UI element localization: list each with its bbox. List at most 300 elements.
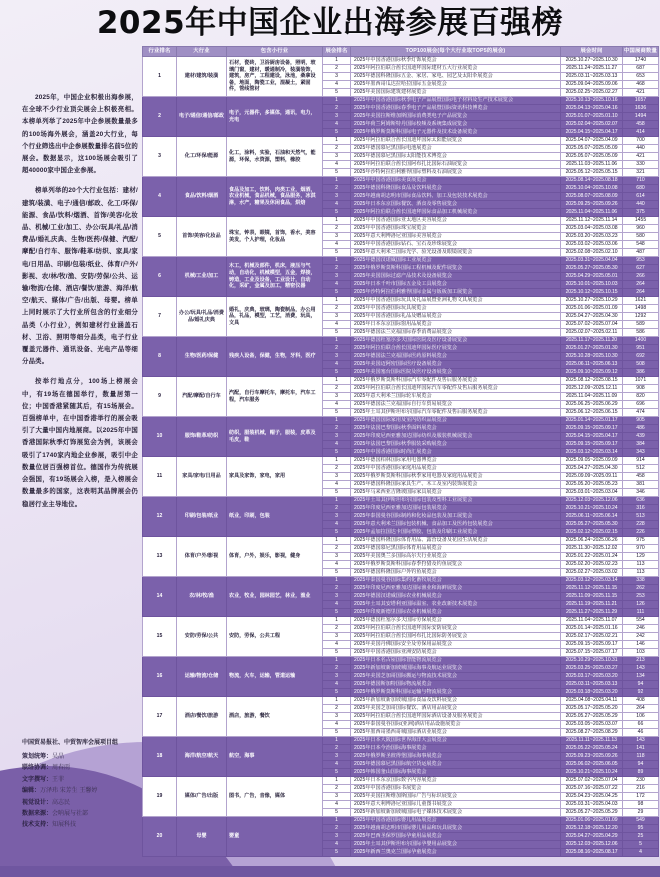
industry-rank-cell: 8 (143, 337, 177, 377)
expo-name-cell: 2025年中国香港国际时尚汇展览会 (351, 449, 561, 457)
expo-date-cell: 2025.08.16~2025.08.17 (561, 849, 623, 857)
expo-date-cell: 2025.01.14~2025.01.16 (561, 625, 623, 633)
expo-name-cell: 2025年阿拉伯联合酋长国阿布扎比国际防务展览会 (351, 633, 561, 641)
expo-rank-cell: 3 (323, 633, 351, 641)
sub-industry-cell: 图书，广告，音像，媒体 (227, 777, 323, 817)
credits-block (22, 738, 146, 832)
expo-rank-cell: 5 (323, 329, 351, 337)
expo-rank-cell: 4 (323, 361, 351, 369)
expo-count-cell: 421 (623, 153, 659, 161)
expo-date-cell: 2025.04.27~2025.04.30 (561, 313, 623, 321)
credit-label: 联络协调： (22, 765, 53, 772)
expo-name-cell: 2025年日本东京国际数字内容展览会 (351, 777, 561, 785)
expo-rank-cell: 1 (323, 697, 351, 705)
expo-date-cell: 2025.10.13~2025.10.16 (561, 97, 623, 105)
expo-date-cell: 2025.07.15~2025.07.17 (561, 649, 623, 657)
expo-name-cell: 2025年阿拉伯联合酋长国迪拜国际食品加工机械展览会 (351, 209, 561, 217)
expo-count-cell: 1621 (623, 297, 659, 305)
expo-count-cell: 614 (623, 193, 659, 201)
expo-rank-cell: 2 (323, 145, 351, 153)
article-paragraph: 2025年，中国企业积极出海参展，在全球不少行业顶尖展会上积极亮相。本榜单列举了2025年中企参展数量最多的100场海外展会，涵盖20大行业，每个行业筛选出中企参展数量排名前5位的展会。数据显示，这100场展会吸引了超40000家中国企业参展。 (22, 94, 138, 175)
expo-count-cell: 216 (623, 785, 659, 793)
expo-date-cell: 2025.01.27~2025.01.30 (561, 345, 623, 353)
expo-name-cell: 2025年美国迈阿密国际医疗设备展览会 (351, 361, 561, 369)
industry-name-cell: 办公/玩具/礼品/消费品/婚礼庆典 (177, 297, 227, 337)
expo-rank-cell: 1 (323, 337, 351, 345)
expo-count-cell: 230 (623, 777, 659, 785)
expo-rank-cell: 4 (323, 401, 351, 409)
expo-count-cell: 696 (623, 401, 659, 409)
expo-date-cell: 2025.03.01~2025.03.04 (561, 489, 623, 497)
expo-count-cell: 1740 (623, 57, 659, 65)
expo-count-cell: 589 (623, 321, 659, 329)
expo-count-cell: 338 (623, 577, 659, 585)
expo-rank-cell: 2 (323, 585, 351, 593)
expo-name-cell: 2025年美国国际建筑建材展览会 (351, 89, 561, 97)
expo-name-cell: 2025年法国巴黎国际秋季面料展览会 (351, 425, 561, 433)
expo-name-cell: 2025年韩国釜山国际海事展览会 (351, 769, 561, 777)
expo-rank-cell: 3 (323, 513, 351, 521)
expo-rank-cell: 5 (323, 369, 351, 377)
expo-count-cell: 1636 (623, 105, 659, 113)
expo-rank-cell: 5 (323, 89, 351, 97)
expo-name-cell: 2025年新加坡新加坡城国际电子媒体技术展览会 (351, 809, 561, 817)
expo-count-cell: 1400 (623, 337, 659, 345)
expo-date-cell: 2025.05.07~2025.05.09 (561, 153, 623, 161)
industry-rank-cell: 16 (143, 657, 177, 697)
expo-rank-cell: 3 (323, 113, 351, 121)
expo-date-cell: 2025.10.27~2025.10.29 (561, 297, 623, 305)
table-row (143, 177, 659, 185)
table-row (143, 257, 659, 265)
expo-rank-cell: 4 (323, 241, 351, 249)
expo-date-cell: 2025.02.08~2025.02.10 (561, 249, 623, 257)
expo-date-cell: 2025.04.27~2025.04.29 (561, 833, 623, 841)
expo-count-cell: 1071 (623, 377, 659, 385)
expo-date-cell: 2025.10.29~2025.10.31 (561, 657, 623, 665)
expo-count-cell: 439 (623, 433, 659, 441)
expo-name-cell: 2025年日本大阪国际世界海洋大会展览会 (351, 737, 561, 745)
expo-name-cell: 2025年美国国际过滤产品技术及设备展览会 (351, 273, 561, 281)
expo-date-cell: 2025.03.31~2025.04.04 (561, 257, 623, 265)
expo-count-cell: 5 (623, 841, 659, 849)
industry-name-cell: 服饰/鞋革/纺织 (177, 417, 227, 457)
expo-date-cell: 2025.03.31~2025.04.03 (561, 801, 623, 809)
expo-count-cell: 381 (623, 481, 659, 489)
expo-name-cell: 2025年德国汉诺威国际工业展览会 (351, 257, 561, 265)
expo-count-cell: 242 (623, 633, 659, 641)
industry-rank-cell: 1 (143, 57, 177, 97)
expo-name-cell: 2025年意大利米兰国际光学、验光设备及眼镜展览会 (351, 249, 561, 257)
expo-date-cell: 2025.05.17~2025.05.20 (561, 705, 623, 713)
credits-rows (22, 752, 146, 832)
expo-rank-cell: 3 (323, 313, 351, 321)
expo-rank-cell: 3 (323, 793, 351, 801)
expo-rank-cell: 3 (323, 233, 351, 241)
expo-count-cell: 970 (623, 545, 659, 553)
expo-count-cell: 458 (623, 121, 659, 129)
expo-name-cell: 2025年土耳其安塔利亚国际温室、农业改新技术展览会 (351, 601, 561, 609)
expo-date-cell: 2025.01.14~2025.01.17 (561, 417, 623, 425)
expo-rank-cell: 5 (323, 729, 351, 737)
expo-name-cell: 2025年中国香港国际玩具及礼品展暨亚洲礼物文具展览会 (351, 297, 561, 305)
industry-name-cell: 生物/医药/保健 (177, 337, 227, 377)
expo-name-cell: 2025年美国芝加哥国际餐饮、酒店用品展览会 (351, 705, 561, 713)
expo-name-cell: 2025年德国科隆国际家具生产、木工及室内装饰展览会 (351, 481, 561, 489)
expo-rank-cell: 3 (323, 753, 351, 761)
expo-name-cell: 2025年美国塞台国际医院及医疗设备展览会 (351, 369, 561, 377)
expo-count-cell: 126 (623, 601, 659, 609)
expo-date-cell: 2025.07.16~2025.07.22 (561, 785, 623, 793)
expo-name-cell: 2025年日本千叶市国际五金及工具展览会 (351, 281, 561, 289)
sub-industry-cell: 家具及家饰，家电，家用 (227, 457, 323, 497)
expo-rank-cell: 1 (323, 417, 351, 425)
expo-count-cell: 92 (623, 689, 659, 697)
expo-date-cell: 2025.12.03~2025.12.06 (561, 497, 623, 505)
expo-count-cell: 4 (623, 849, 659, 857)
credit-value: 会呐展与社部 (52, 811, 89, 818)
expo-rank-cell: 2 (323, 65, 351, 73)
industry-name-cell: 酒店/餐饮/旅游 (177, 697, 227, 737)
credit-label: 数据来源： (22, 811, 53, 818)
expo-name-cell: 2025年德国慕尼黑国际体育用品展览会 (351, 545, 561, 553)
sub-industry-cell: 体育，户外，娱乐，影视，健身 (227, 537, 323, 577)
expo-date-cell: 2025.06.24~2025.06.26 (561, 537, 623, 545)
table-header-cell: 中国展商数量 (623, 47, 659, 57)
expo-rank-cell: 1 (323, 97, 351, 105)
expo-rank-cell: 2 (323, 745, 351, 753)
table-row (143, 217, 659, 225)
expo-name-cell: 2025年美国丹佛国际安全及劳保用品展览会 (351, 641, 561, 649)
expo-date-cell: 2025.04.27~2025.04.30 (561, 465, 623, 473)
expo-rank-cell: 5 (323, 209, 351, 217)
expo-date-cell: 2025.11.09~2025.11.15 (561, 593, 623, 601)
industry-name-cell: 运输/物流/仓储 (177, 657, 227, 697)
expo-count-cell: 414 (623, 129, 659, 137)
expo-name-cell: 2025年中国香港国际玩具展览会 (351, 305, 561, 313)
sub-industry-cell: 纺织，服装机械，帽子，服装，皮革及毛皮，鞋 (227, 417, 323, 457)
expo-count-cell: 172 (623, 793, 659, 801)
expo-rank-cell: 4 (323, 841, 351, 849)
expo-date-cell: 2025.05.22~2025.05.24 (561, 745, 623, 753)
expo-count-cell: 408 (623, 697, 659, 705)
expo-rank-cell: 2 (323, 785, 351, 793)
expo-count-cell: 25 (623, 833, 659, 841)
expo-name-cell: 2025年马来西亚吉隆坡国际家具展览会 (351, 489, 561, 497)
expo-date-cell: 2025.09.05~2025.09.09 (561, 457, 623, 465)
expo-rank-cell: 4 (323, 121, 351, 129)
industry-name-cell: 食品/饮料/烟酒 (177, 177, 227, 217)
expo-name-cell: 2025年德国国际家用及室内纺织品展览会 (351, 417, 561, 425)
industry-name-cell: 首饰/美容/化妆品 (177, 217, 227, 257)
industry-rank-cell: 18 (143, 737, 177, 777)
table-row (143, 817, 659, 825)
expo-count-cell: 346 (623, 489, 659, 497)
sub-industry-cell: 电子，元器件，多媒体，通讯，电力，光电 (227, 97, 323, 137)
expo-count-cell: 440 (623, 145, 659, 153)
expo-date-cell: 2025.11.04~2025.11.06 (561, 209, 623, 217)
expo-rank-cell: 5 (323, 529, 351, 537)
expo-count-cell: 89 (623, 769, 659, 777)
table-row (143, 657, 659, 665)
sub-industry-cell: 石材，瓷砖，卫浴厨房设备，照明，玻璃门窗，建材，暖通制冷，装潢装饰，建筑，房产，工程建设，泳池，桑拿设备，地面，陶瓷工业，混凝土，紧固件，管线管材 (227, 57, 323, 97)
expo-name-cell: 2025年墨西哥墨西哥城国际酒店业展览会 (351, 729, 561, 737)
expo-count-cell: 386 (623, 369, 659, 377)
table-header-cell: 展会时间 (561, 47, 623, 57)
expo-rank-cell: 2 (323, 545, 351, 553)
credit-label: 视觉设计： (22, 799, 53, 806)
industry-rank-cell: 3 (143, 137, 177, 177)
expo-date-cell: 2025.02.12~2025.02.15 (561, 529, 623, 537)
expo-name-cell: 2025年美国拉斯维加斯国际广告与标识展览会 (351, 793, 561, 801)
table-row (143, 337, 659, 345)
expo-date-cell: 2025.02.20~2025.02.23 (561, 561, 623, 569)
credit-label: 文字撰写： (22, 776, 53, 783)
expo-count-cell: 95 (623, 825, 659, 833)
expo-date-cell: 2025.08.12~2025.08.15 (561, 377, 623, 385)
expo-name-cell: 2025年德国科隆国际体育用品、露营设备及花园生活展览会 (351, 537, 561, 545)
expo-date-cell: 2025.03.12~2025.03.14 (561, 449, 623, 457)
expo-name-cell: 2025年俄罗斯莫斯科国际工程机械及配件展览会 (351, 265, 561, 273)
expo-date-cell: 2025.11.24~2025.11.27 (561, 65, 623, 73)
expo-rank-cell: 2 (323, 225, 351, 233)
expo-rank-cell: 4 (323, 441, 351, 449)
expo-date-cell: 2025.02.07~2025.02.11 (561, 329, 623, 337)
expo-date-cell: 2025.11.30~2025.12.02 (561, 545, 623, 553)
expo-name-cell: 2025年印度尼西亚雅加达国际包装展览会 (351, 505, 561, 513)
expo-name-cell: 2025年土耳其伊斯坦布尔国际孕婴用品展览会 (351, 841, 561, 849)
table-header-cell: 大行业 (177, 47, 227, 57)
sub-industry-cell: 婚礼，庆典，玻璃，陶瓷制品，办公用品，礼品，模型，工艺，消费，玩具，文具 (227, 297, 323, 337)
expo-name-cell: 2025年新西兰奥克兰国际孕童展览会 (351, 849, 561, 857)
expo-name-cell: 2025年中国香港国际书展览会 (351, 785, 561, 793)
expo-date-cell: 2025.06.25~2025.06.29 (561, 401, 623, 409)
expo-name-cell: 2025年阿拉伯联合酋长国阿布扎比国际石油展览会 (351, 161, 561, 169)
industry-name-cell: 印刷/包装/纸业 (177, 497, 227, 537)
expo-name-cell: 2025年德国慕尼黑国际电池展览会 (351, 145, 561, 153)
industry-name-cell: 海洋/航空/航天 (177, 737, 227, 777)
expo-date-cell: 2025.03.04~2025.03.08 (561, 225, 623, 233)
expo-date-cell: 2025.05.27~2025.05.29 (561, 809, 623, 817)
expo-date-cell: 2025.03.20~2025.03.23 (561, 233, 623, 241)
expo-name-cell: 2025年中国香港国际美食展览会 (351, 177, 561, 185)
expo-rank-cell: 3 (323, 353, 351, 361)
expo-count-cell: 512 (623, 465, 659, 473)
industry-rank-cell: 19 (143, 777, 177, 817)
expo-rank-cell: 4 (323, 81, 351, 89)
expo-count-cell: 458 (623, 473, 659, 481)
expo-date-cell: 2025.03.11~2025.03.13 (561, 73, 623, 81)
expo-rank-cell: 2 (323, 705, 351, 713)
expo-date-cell: 2025.11.04~2025.11.09 (561, 393, 623, 401)
expo-count-cell: 330 (623, 161, 659, 169)
ranking-table (142, 46, 659, 857)
expo-date-cell: 2025.11.11~2025.11.13 (561, 737, 623, 745)
table-row (143, 297, 659, 305)
expo-count-cell: 146 (623, 641, 659, 649)
expo-rank-cell: 2 (323, 465, 351, 473)
article-paragraph: 按举行地点分，100场上榜展会中，有19场在德国举行，数量居第一位；中国香港紧随其后，有15场展会。百强榜单中，在中国香港举行的展会吸引了大量中国内地展商。以2025年中国香港国际秋季灯饰展览会为例，该展会吸引了1740家内地企业参展，吸引中企数量位居百强榜首位。德国作为传统展会强国，有19场展会入榜，是入榜展会数量最多的国家，这表明其品牌展会仍稳居行业主导地位。 (22, 378, 138, 508)
industry-rank-cell: 20 (143, 817, 177, 857)
credit-row (22, 775, 146, 786)
expo-name-cell: 2025年泰国曼谷国际(亚洲)酒店用品设施展览会 (351, 721, 561, 729)
expo-rank-cell: 5 (323, 649, 351, 657)
poster-title-container (0, 2, 660, 44)
sub-industry-cell: 物流，火车，运输，管道运输 (227, 657, 323, 697)
expo-name-cell: 2025年中国香港国际珠宝展览会 (351, 225, 561, 233)
article-paragraph: 榜单列举的20个大行业包括：建材/建筑/装潢、电子/通信/邮政、化工/环保/能源、食品/饮料/烟酒、首饰/美容/化妆品、机械/工业/加工、办公/玩具/礼品/消费品/婚礼庆典、生物/医药/保健、汽配/摩配/自行车、服饰/鞋革/纺织、家具/家电/日用品、印刷/包装/纸业、体育/户外/影视、农/林/牧/渔、安防/劳保/公共、运输/物流/仓储、酒店/餐饮/旅游、海洋/航空/航天、媒体/广告/出版、母婴。榜单上同时展示了大行业所包含的行业细分品类（小行业），例如建材行业涵盖石材、卫浴、照明等细分品类，电子行业覆盖元器件、通讯设备、光电产品等细分品类。 (22, 187, 138, 366)
expo-rank-cell: 3 (323, 593, 351, 601)
expo-rank-cell: 1 (323, 577, 351, 585)
expo-count-cell: 111 (623, 609, 659, 617)
expo-rank-cell: 4 (323, 161, 351, 169)
expo-count-cell: 1657 (623, 97, 659, 105)
table-row (143, 417, 659, 425)
expo-name-cell: 2025年印度尼西亚雅加达国际纺织及服装机械展览会 (351, 433, 561, 441)
expo-rank-cell: 3 (323, 833, 351, 841)
expo-date-cell: 2025.10.04~2025.10.08 (561, 185, 623, 193)
sub-industry-cell: 农业，牧业，园林园艺，林业，渔业 (227, 577, 323, 617)
expo-count-cell: 680 (623, 185, 659, 193)
industry-rank-cell: 4 (143, 177, 177, 217)
table-header-cell: 行业排名 (143, 47, 177, 57)
expo-count-cell: 908 (623, 385, 659, 393)
sub-industry-cell: 婴童 (227, 817, 323, 857)
expo-rank-cell: 2 (323, 825, 351, 833)
credit-value: 万泽玮 宋芳生 王馨婷 (40, 788, 98, 795)
expo-count-cell: 905 (623, 417, 659, 425)
expo-rank-cell: 1 (323, 657, 351, 665)
expo-name-cell: 2025年巴西圣保罗国际孕童用品展览会 (351, 833, 561, 841)
expo-rank-cell: 4 (323, 761, 351, 769)
expo-name-cell: 2025年土耳其伊斯坦布尔国际汽车零配件及售后服务展览会 (351, 409, 561, 417)
expo-count-cell: 113 (623, 561, 659, 569)
expo-rank-cell: 5 (323, 689, 351, 697)
expo-date-cell: 2025.10.12~2025.10.15 (561, 289, 623, 297)
expo-date-cell: 2025.12.09~2025.12.11 (561, 385, 623, 393)
expo-date-cell: 2025.11.03~2025.11.06 (561, 161, 623, 169)
expo-count-cell: 253 (623, 593, 659, 601)
table-row (143, 137, 659, 145)
expo-date-cell: 2025.07.02~2025.07.04 (561, 777, 623, 785)
table-body (143, 57, 659, 857)
expo-name-cell: 2025年德国法兰克福国际医药原料展览会 (351, 353, 561, 361)
expo-rank-cell: 1 (323, 817, 351, 825)
expo-name-cell: 2025年意大利米兰国际包装机械、食品加工及医药包装展览会 (351, 521, 561, 529)
table-row (143, 457, 659, 465)
expo-count-cell: 1494 (623, 113, 659, 121)
expo-count-cell: 264 (623, 289, 659, 297)
expo-date-cell: 2025.05.07~2025.05.09 (561, 145, 623, 153)
expo-count-cell: 508 (623, 361, 659, 369)
expo-count-cell: 29 (623, 809, 659, 817)
expo-date-cell: 2025.09.15~2025.09.17 (561, 441, 623, 449)
industry-name-cell: 汽配/摩配/自行车 (177, 377, 227, 417)
expo-date-cell: 2025.02.25~2025.02.27 (561, 89, 623, 97)
expo-date-cell: 2025.10.27~2025.10.30 (561, 57, 623, 65)
expo-name-cell: 2025年中国香港国际春季电子产品展暨国际资讯科技博览会 (351, 105, 561, 113)
expo-date-cell: 2025.05.27~2025.05.30 (561, 265, 623, 273)
expo-date-cell: 2025.07.02~2025.07.04 (561, 321, 623, 329)
expo-count-cell: 266 (623, 273, 659, 281)
expo-name-cell: 2025年中国香港国际亚太地区美容展览会 (351, 217, 561, 225)
table-header-cell: 展会排名 (323, 47, 351, 57)
sub-industry-cell: 酒店，旅游，餐饮 (227, 697, 323, 737)
expo-rank-cell: 4 (323, 521, 351, 529)
expo-name-cell: 2025年德国法兰克福国际自行车贸易展览会 (351, 401, 561, 409)
expo-rank-cell: 5 (323, 409, 351, 417)
expo-rank-cell: 3 (323, 433, 351, 441)
credit-label: 技术支持： (22, 822, 53, 829)
table-row (143, 697, 659, 705)
expo-date-cell: 2025.03.25~2025.03.27 (561, 665, 623, 673)
expo-name-cell: 2025年泰国曼谷国际制药和化妆品包装及加工展览会 (351, 513, 561, 521)
industry-rank-cell: 17 (143, 697, 177, 737)
expo-name-cell: 2025年中国香港国际家庭用品展览会 (351, 465, 561, 473)
expo-rank-cell: 3 (323, 153, 351, 161)
sub-industry-cell: 食品及加工，饮料，肉类工业，烟酒，农业机械，食品机械，食品服务，冰淇淋，水产，糖果及休闲食品，烘焙 (227, 177, 323, 217)
expo-date-cell: 2025.09.25~2025.09.26 (561, 201, 623, 209)
expo-rank-cell: 5 (323, 809, 351, 817)
expo-count-cell: 700 (623, 137, 659, 145)
credit-value: 王菲 (52, 776, 65, 783)
expo-name-cell: 2025年孟加拉国达卡国际塑胶、包装及印刷工业展览会 (351, 529, 561, 537)
expo-count-cell: 1292 (623, 313, 659, 321)
expo-name-cell: 2025年越南胡志明市国际食品饮料、加工及包装技术展览会 (351, 193, 561, 201)
expo-date-cell: 2025.09.04~2025.09.06 (561, 81, 623, 89)
expo-count-cell: 98 (623, 801, 659, 809)
expo-date-cell: 2025.10.01~2025.10.03 (561, 281, 623, 289)
expo-name-cell: 2025年新加坡新加坡城国际食品及饮料展览会 (351, 697, 561, 705)
expo-rank-cell: 3 (323, 713, 351, 721)
expo-date-cell: 2025.08.07~2025.08.09 (561, 193, 623, 201)
expo-count-cell: 129 (623, 553, 659, 561)
expo-rank-cell: 4 (323, 481, 351, 489)
credit-row (22, 763, 146, 774)
table-header-row (143, 47, 659, 57)
sub-industry-cell: 汽配，自行车摩托车，摩托车，汽车工程，汽车服务 (227, 377, 323, 417)
expo-count-cell: 106 (623, 713, 659, 721)
expo-count-cell: 113 (623, 569, 659, 577)
sub-industry-cell: 残疾人设备，保健，生物，牙科，医疗 (227, 337, 323, 377)
credit-value: 吴晶 (52, 754, 65, 760)
expo-count-cell: 118 (623, 753, 659, 761)
expo-date-cell: 2025.09.15~2025.09.17 (561, 641, 623, 649)
expo-count-cell: 143 (623, 665, 659, 673)
industry-name-cell: 建材/建筑/装潢 (177, 57, 227, 97)
expo-rank-cell: 2 (323, 425, 351, 433)
expo-count-cell: 549 (623, 817, 659, 825)
ranking-table-container (142, 46, 658, 857)
table-row (143, 737, 659, 745)
expo-date-cell: 2025.03.02~2025.03.06 (561, 241, 623, 249)
industry-rank-cell: 6 (143, 257, 177, 297)
expo-name-cell: 2025年新加坡新加坡城国际海事及航运业展览会 (351, 665, 561, 673)
expo-name-cell: 2025年德国科隆国际户外钓鱼展览会 (351, 569, 561, 577)
expo-count-cell: 687 (623, 65, 659, 73)
expo-rank-cell: 3 (323, 473, 351, 481)
table-row (143, 57, 659, 65)
industry-name-cell: 体育/户外/影视 (177, 537, 227, 577)
table-head (143, 47, 659, 57)
expo-rank-cell: 1 (323, 737, 351, 745)
expo-name-cell: 2025年墨西哥瓜达拉哈拉国际五金展览会 (351, 81, 561, 89)
expo-date-cell: 2025.11.12~2025.11.14 (561, 217, 623, 225)
expo-rank-cell: 4 (323, 681, 351, 689)
expo-rank-cell: 4 (323, 601, 351, 609)
expo-count-cell: 262 (623, 585, 659, 593)
industry-rank-cell: 13 (143, 537, 177, 577)
